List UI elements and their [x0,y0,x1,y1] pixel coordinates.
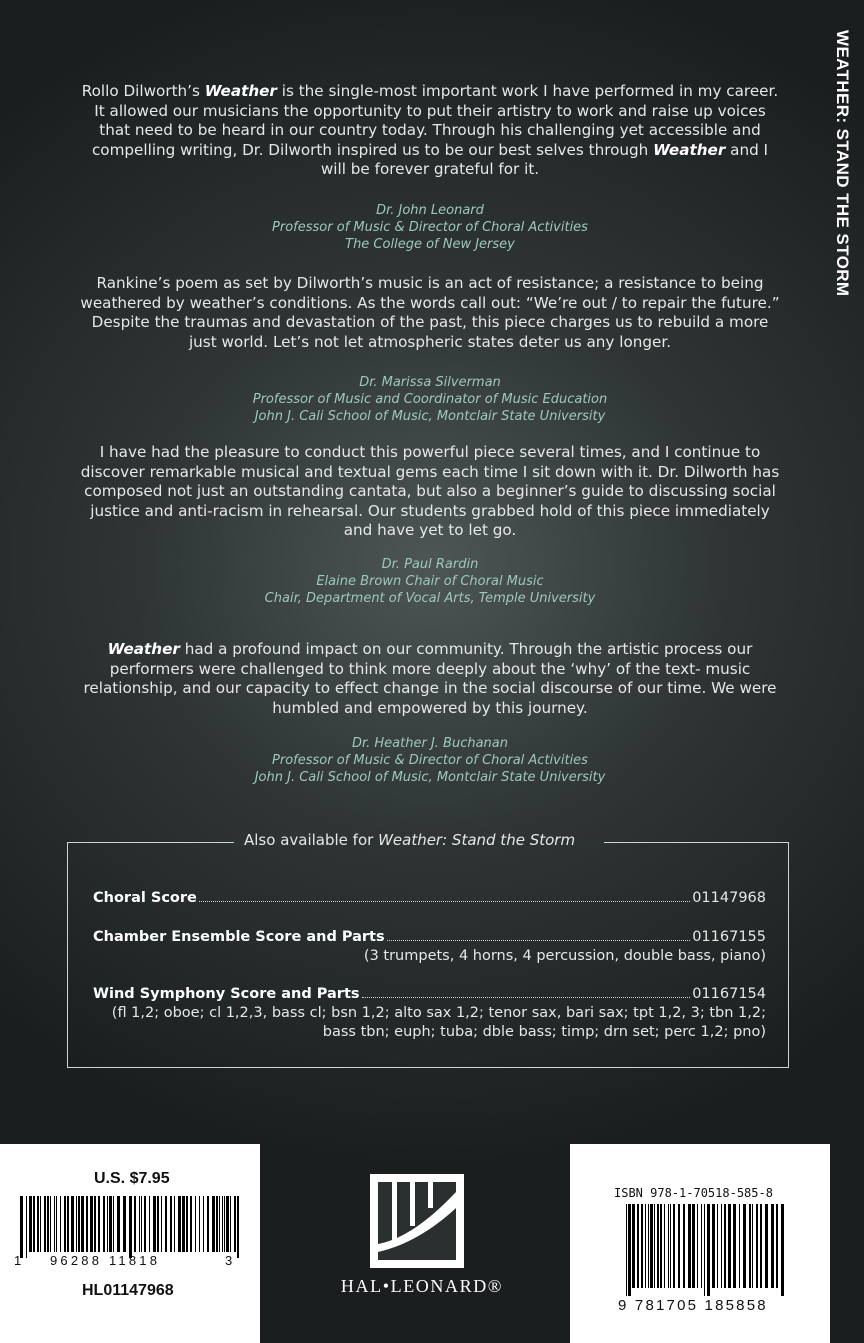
barcode-bar [704,1204,705,1296]
barcode-bar [144,1196,146,1252]
barcode-bar [776,1204,778,1288]
quote-text: is the single-most important work I have performed in my career. It allowed our musicians the opportunity to put their artistry to work and raise up voices that need to be heard in our country today. Through his challenging yet accessible and compelling writing, Dr. Dilworth inspired us to be our best selves through [91,82,779,159]
barcode-bar [29,1196,32,1252]
product-name: Chamber Ensemble Score and Parts [93,929,385,945]
quote-text: I have had the pleasure to conduct this powerful piece several times, and I continue to discover remarkable musical and textual gems each time I sit down with it. Dr. Dilworth has composed not just an outstanding cantata, but also a beginner’s guide to discussing social justice and anti-racism in rehearsal. Our students grabbed hold of this piece immediately and have yet to let go. [80,443,780,539]
barcode-bar [692,1204,695,1288]
testimonial-quote [78,274,782,352]
barcode-bar [37,1196,39,1252]
barcode-bar [645,1204,646,1288]
barcode-bar [743,1204,746,1288]
product-code: 01147968 [692,890,766,906]
barcode-bar [721,1204,722,1288]
also-available-heading [238,831,581,849]
quote-text: had a profound impact on our community. Through the artistic process our performers were challenged to think more deeply about the ‘why’ of the text- music relationship, and our capacity to effect change in the social discourse of our time. We were humbled and empowered by this journey. [83,640,777,717]
barcode-bar [688,1204,691,1288]
attribution-title: Professor of Music & Director of Choral Activities [272,220,588,235]
barcode-bar [728,1204,731,1288]
barcode-bar [678,1204,680,1288]
barcode-bar [71,1196,74,1252]
product-name: Wind Symphony Score and Parts [93,986,360,1002]
barcode-bar [683,1204,685,1288]
barcode-bar [697,1204,698,1288]
barcode-bar [668,1204,669,1288]
attribution-title: Elaine Brown Chair of Choral Music [316,574,544,589]
attribution-name: Dr. Marissa Silverman [359,375,501,390]
barcode-bar [628,1204,631,1296]
spine-title: WEATHER: STAND THE STORM [833,30,852,297]
product-detail: (3 trumpets, 4 horns, 4 percussion, double bass, piano) [363,948,766,964]
attribution-name: Dr. Paul Rardin [381,557,479,572]
upc-barcode-panel [0,1144,260,1343]
isbn-label: ISBN 978-1-70518-585-8 [614,1186,773,1200]
barcode-bar [78,1196,80,1252]
barcode-bar [212,1196,215,1252]
hal-leonard-logo-icon [370,1174,464,1268]
barcode-bar [50,1196,51,1252]
leader-dots [387,940,691,941]
barcode-bar [149,1196,150,1252]
barcode-bar [756,1204,758,1288]
barcode-bar [650,1204,653,1288]
barcode-bar [199,1196,200,1252]
barcode-bar [123,1196,126,1252]
barcode-bar [182,1196,185,1252]
work-title-emphasis: Weather [107,640,180,658]
also-available-box [67,831,789,1068]
product-row-chamber-ensemble [93,928,766,966]
barcode-bar [98,1196,100,1252]
attribution-title: Professor of Music and Coordinator of Music Education [252,392,608,407]
barcode-bar [134,1196,136,1252]
barcode-bar [86,1196,88,1252]
testimonial-attribution [78,374,782,425]
barcode-bar [113,1196,114,1252]
price-label: U.S. $7.95 [94,1170,170,1187]
barcode-bar [670,1204,671,1288]
barcode-bar [660,1204,662,1288]
isbn-barcode-panel [570,1144,830,1343]
barcode-bar [139,1196,140,1252]
barcode-bar [203,1196,204,1252]
barcode-bar [632,1204,635,1288]
barcode-bar [141,1196,142,1252]
barcode-bar [224,1196,225,1252]
barcode-bar [739,1204,740,1288]
product-code: 01167155 [692,929,766,945]
publisher-name: HAL•LEONARD® [340,1276,504,1296]
barcode-bar [54,1196,55,1252]
barcode-bar [20,1196,23,1258]
item-code: HL01147968 [82,1282,174,1299]
barcode-bar [190,1196,192,1252]
barcode-bar [64,1196,66,1252]
barcode-bar [129,1196,132,1258]
barcode-bar [237,1196,239,1258]
barcode-bar [234,1196,236,1252]
barcode-bar [33,1196,35,1252]
barcode-bar [103,1196,105,1252]
barcode-bar [664,1204,665,1288]
barcode-bar [56,1196,57,1252]
testimonial-attribution [78,556,782,607]
testimonial-quote [78,640,782,718]
barcode-bar [216,1196,218,1252]
attribution-name: Dr. John Leonard [376,203,484,218]
barcode-bar [67,1196,69,1252]
barcode-bar [157,1196,159,1252]
attribution-title: John J. Cali School of Music, Montclair State University [254,409,606,424]
upc-digit-left: 1 [14,1253,22,1268]
testimonial-quote [78,82,782,180]
publisher-logo [318,1172,526,1302]
barcode-bar [771,1204,774,1288]
barcode-bar [26,1196,27,1258]
barcode-bar [170,1196,172,1252]
testimonial-quote [78,443,782,541]
also-available-work-title: Weather: Stand the Storm [378,831,576,849]
barcode-bar [90,1196,93,1252]
attribution-title: Chair, Department of Vocal Arts, Temple University [264,591,596,606]
barcode-bar [81,1196,84,1252]
barcode-bar [733,1204,736,1288]
barcode-bar [107,1196,108,1252]
barcode-bar [654,1204,655,1288]
barcode-bar [724,1204,726,1288]
barcode-bar [717,1204,718,1288]
barcode-bar [165,1196,167,1252]
product-row-wind-symphony [93,985,766,1042]
work-title-emphasis: Weather [204,82,277,100]
attribution-title: The College of New Jersey [345,237,515,252]
barcode-bar [186,1196,188,1252]
barcode-bar [47,1196,49,1252]
work-title-emphasis: Weather [653,140,726,159]
barcode-bar [712,1204,715,1288]
attribution-name: Dr. Heather J. Buchanan [351,736,509,751]
leader-dots [199,901,690,902]
upc-barcode [20,1196,242,1258]
barcode-bar [94,1196,96,1252]
barcode-bar [749,1204,751,1288]
barcode-bar [76,1196,77,1252]
barcode-bar [219,1196,220,1252]
testimonial-attribution [78,735,782,786]
quote-text: and I will be forever grateful for it. [320,140,769,178]
barcode-bar [760,1204,762,1288]
barcode-bar [648,1204,649,1288]
quote-text: Rollo Dilworth’s [81,82,205,100]
product-detail: (fl 1,2; oboe; cl 1,2,3, bass cl; bsn 1,2; alto sax 1,2; tenor sax, bari sax; tpt 1,2, 3; tbn 1,2; bass tbn; euph; tuba; dble bass; timp; drn set; perc 1,2; pno) [111,1005,766,1040]
isbn-barcode [626,1204,786,1296]
barcode-bar [222,1196,223,1252]
barcode-bar [230,1196,231,1252]
barcode-bar [673,1204,675,1288]
barcode-bar [60,1196,61,1252]
barcode-bar [641,1204,643,1288]
barcode-bar [765,1204,768,1288]
barcode-bar [226,1196,229,1252]
attribution-title: Professor of Music & Director of Choral Activities [272,753,588,768]
also-available-prefix: Also available for [244,831,379,849]
quote-text: Rankine’s poem as set by Dilworth’s music is an act of resistance; a resistance to being weathered by weather’s conditions. As the words call out: “We’re out / to repair the future.” Despite the traumas and devastation of the past, this piece charges us to rebuild a more just world. Let’s not let atmospheric states deter us any longer. [80,274,780,351]
barcode-bar [752,1204,753,1288]
barcode-bar [178,1196,181,1252]
product-code: 01167154 [692,986,766,1002]
barcode-bar [637,1204,639,1288]
barcode-bar [195,1196,196,1252]
barcode-bar [44,1196,46,1252]
barcode-bar [40,1196,41,1252]
barcode-bar [781,1204,784,1296]
barcode-bar [657,1204,659,1288]
isbn-digits: 9 781705 185858 [618,1297,768,1314]
barcode-bar [109,1196,112,1252]
barcode-bar [153,1196,156,1252]
attribution-title: John J. Cali School of Music, Montclair State University [254,770,606,785]
upc-digit-right: 3 [225,1253,233,1268]
barcode-bar [117,1196,120,1252]
barcode-bar [626,1204,627,1296]
product-name: Choral Score [93,890,197,906]
product-row-choral-score [93,889,766,908]
testimonial-attribution [78,202,782,253]
barcode-bar [207,1196,209,1252]
barcode-bar [707,1204,710,1296]
upc-digits-middle: 96288 11818 [50,1253,161,1268]
leader-dots [362,997,691,998]
barcode-bar [161,1196,162,1252]
barcode-bar [701,1204,702,1288]
barcode-bar [174,1196,175,1252]
